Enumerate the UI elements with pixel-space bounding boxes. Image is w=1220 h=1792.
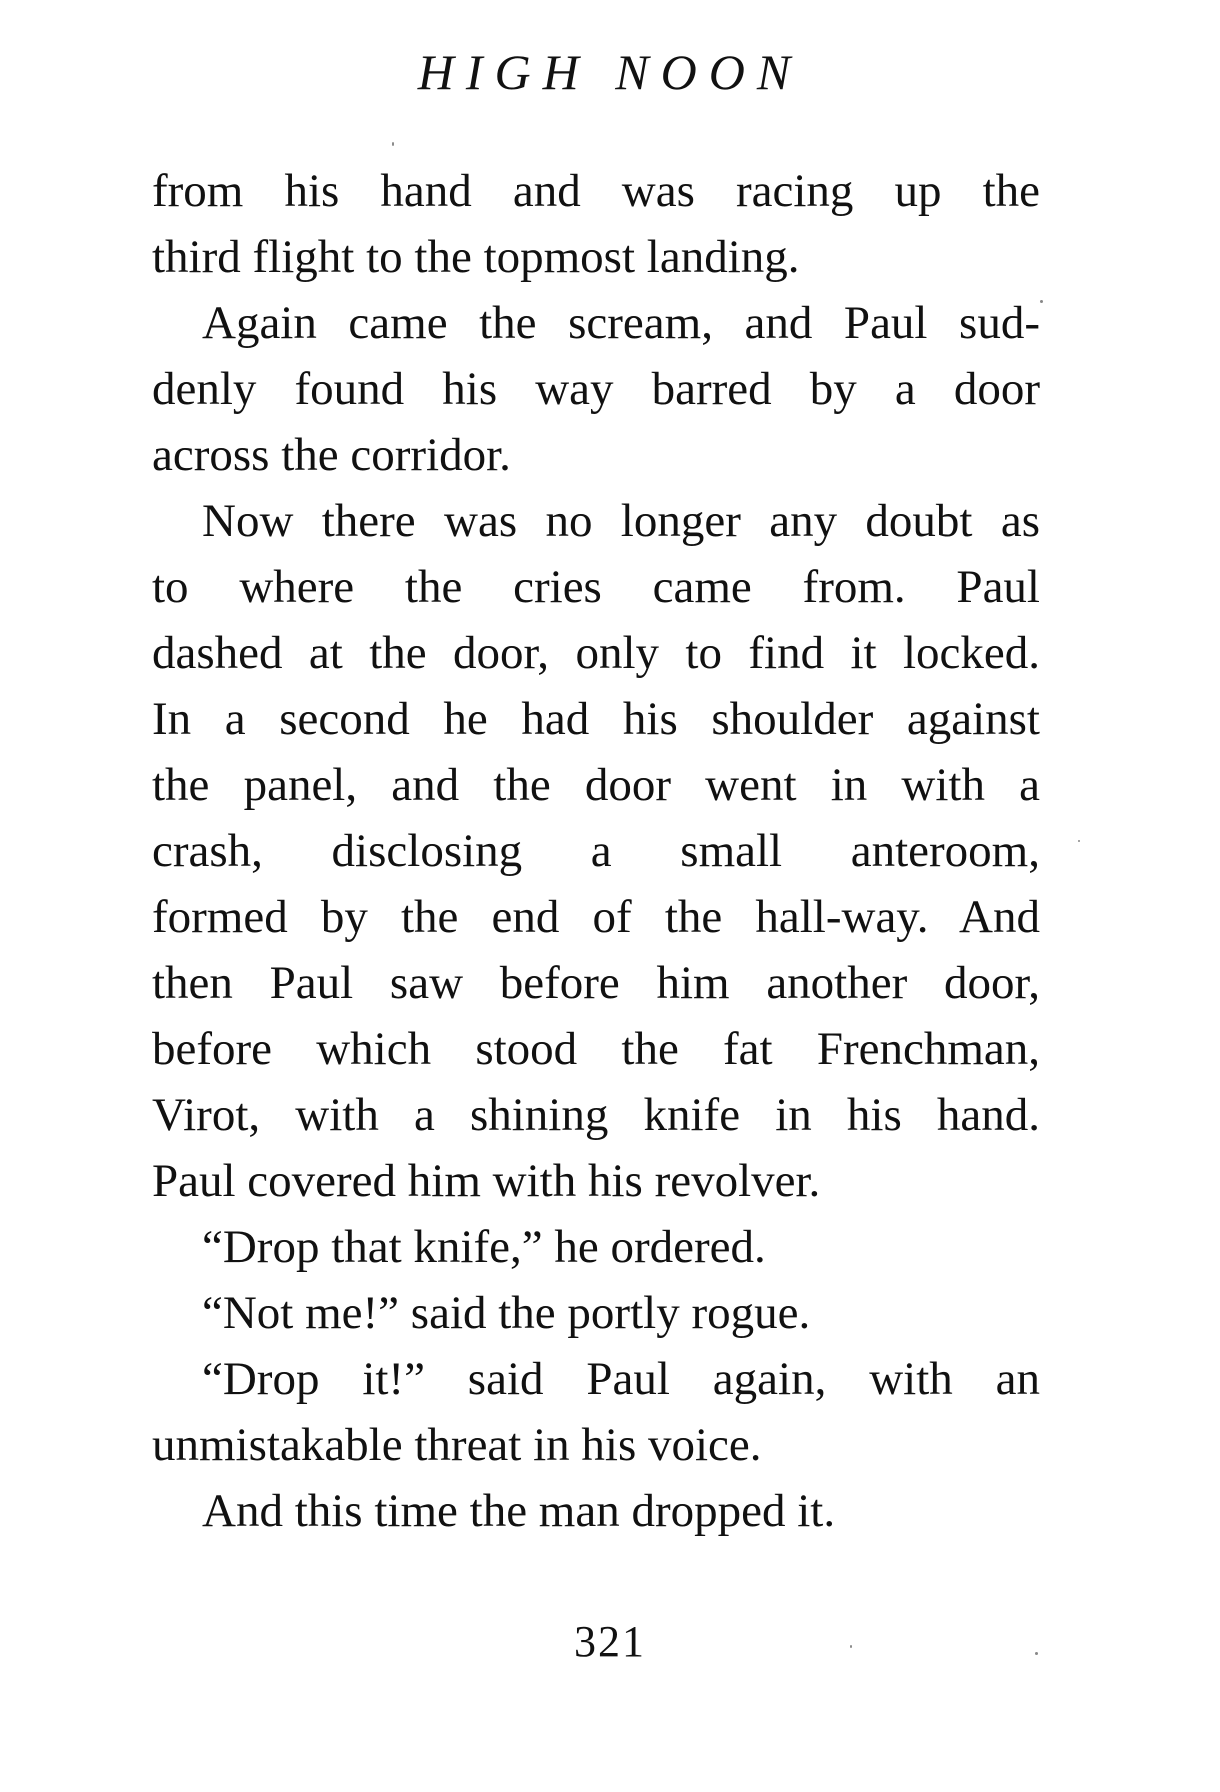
text-line: crash, disclosing a small anteroom, <box>152 825 1040 877</box>
text-line: denly found his way barred by a door <box>152 363 1040 415</box>
text-line: the panel, and the door went in with a <box>152 759 1040 811</box>
scan-speck <box>1040 300 1043 303</box>
scan-speck <box>850 1645 852 1648</box>
text-line: formed by the end of the hall-way. And <box>152 891 1040 943</box>
text-line: Virot, with a shining knife in his hand. <box>152 1089 1040 1141</box>
text-line: Again came the scream, and Paul sud- <box>202 297 1040 349</box>
scan-speck <box>392 142 394 146</box>
text-line: before which stood the fat Frenchman, <box>152 1023 1040 1075</box>
text-line: And this time the man dropped it. <box>202 1485 836 1537</box>
text-line: across the corridor. <box>152 429 511 481</box>
text-line: In a second he had his shoulder against <box>152 693 1040 745</box>
text-line: from his hand and was racing up the <box>152 165 1040 217</box>
text-line: to where the cries came from. Paul <box>152 561 1040 613</box>
text-line: dashed at the door, only to find it locked. <box>152 627 1040 679</box>
scan-speck <box>1035 1652 1038 1655</box>
page-number: 321 <box>574 1617 646 1666</box>
scan-speck <box>1078 840 1080 842</box>
text-line: then Paul saw before him another door, <box>152 957 1040 1009</box>
text-line: Paul covered him with his revolver. <box>152 1155 821 1207</box>
text-line: “Drop it!” said Paul again, with an <box>202 1353 1040 1405</box>
text-line: unmistakable threat in his voice. <box>152 1419 762 1471</box>
text-line: third flight to the topmost landing. <box>152 231 800 283</box>
text-line: Now there was no longer any doubt as <box>202 495 1040 547</box>
running-head: HIGH NOON <box>417 44 803 100</box>
text-line: “Not me!” said the portly rogue. <box>202 1287 811 1339</box>
body-text <box>152 158 1040 1544</box>
text-line: “Drop that knife,” he ordered. <box>202 1221 766 1273</box>
